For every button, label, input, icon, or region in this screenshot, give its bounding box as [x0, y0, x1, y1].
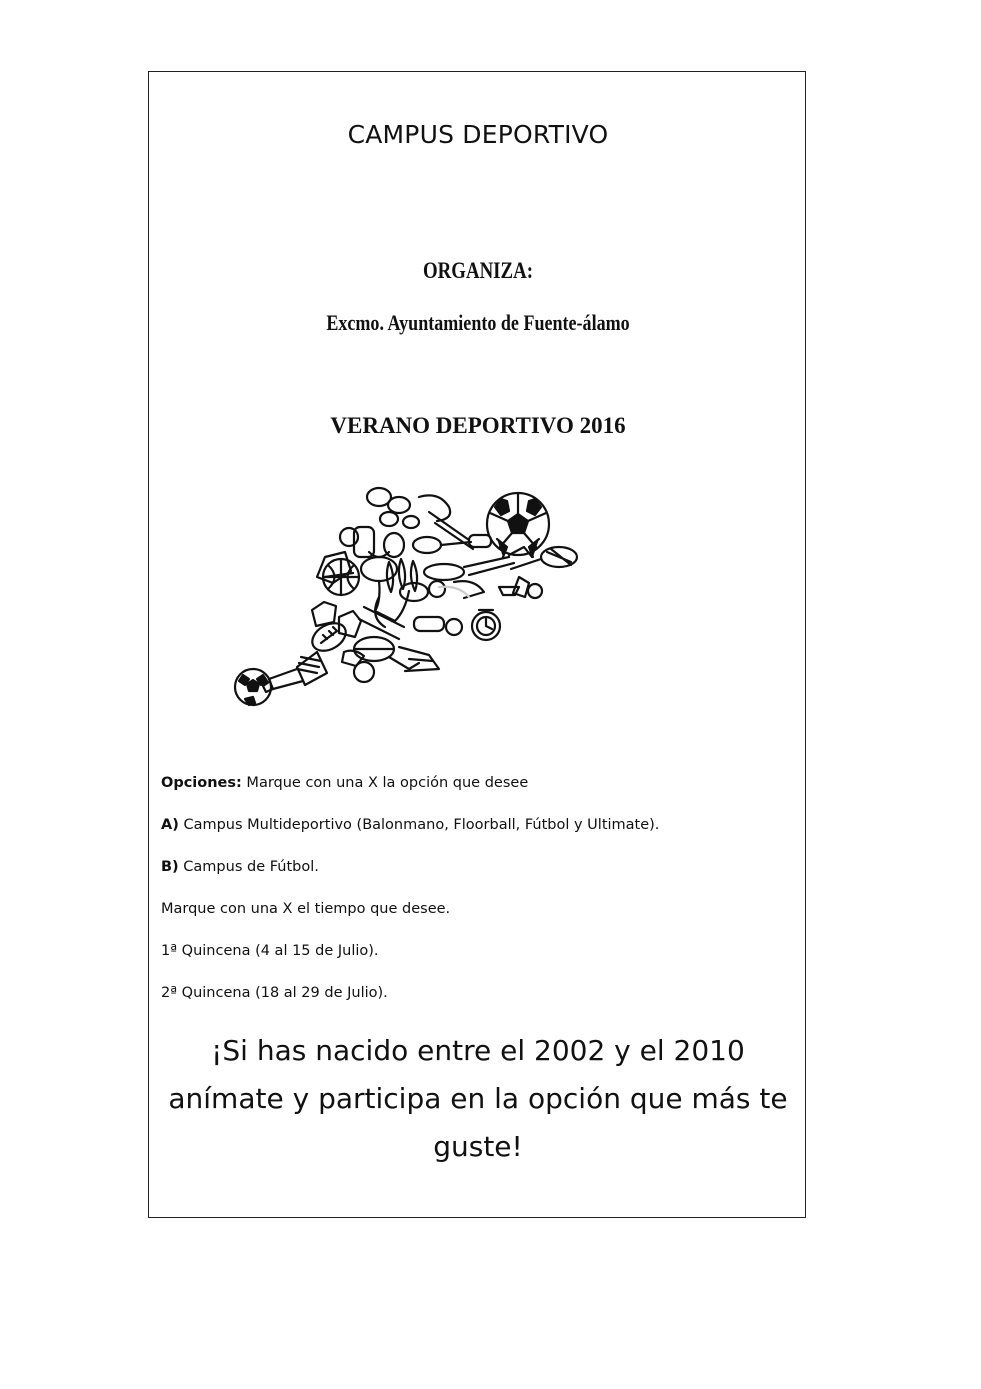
- organizer-name: Excmo. Ayuntamiento de Fuente-álamo: [326, 310, 630, 335]
- time-heading: Marque con una X el tiempo que desee.: [161, 901, 451, 917]
- period-1: 1ª Quincena (4 al 15 de Julio).: [161, 943, 379, 959]
- option-b: B) Campus de Fútbol.: [161, 859, 319, 875]
- slogan-line-2: anímate y participa en la opción que más te: [168, 1082, 788, 1115]
- flyer-frame: [148, 71, 806, 1218]
- slogan-line-1: ¡Si has nacido entre el 2002 y el 2010: [211, 1034, 745, 1067]
- option-a: A) Campus Multideportivo (Balonmano, Floorball, Fútbol y Ultimate).: [161, 817, 660, 833]
- period-2: 2ª Quincena (18 al 29 de Julio).: [161, 985, 388, 1001]
- slogan: [149, 1027, 807, 1171]
- sports-equipment-runner-icon: [229, 477, 629, 777]
- campus-title: CAMPUS DEPORTIVO: [347, 120, 609, 149]
- slogan-line-3: guste!: [433, 1130, 523, 1163]
- event-title: VERANO DEPORTIVO 2016: [330, 413, 626, 438]
- organizer-label: ORGANIZA:: [422, 258, 534, 283]
- options-heading: Opciones: Marque con una X la opción que desee: [161, 775, 529, 791]
